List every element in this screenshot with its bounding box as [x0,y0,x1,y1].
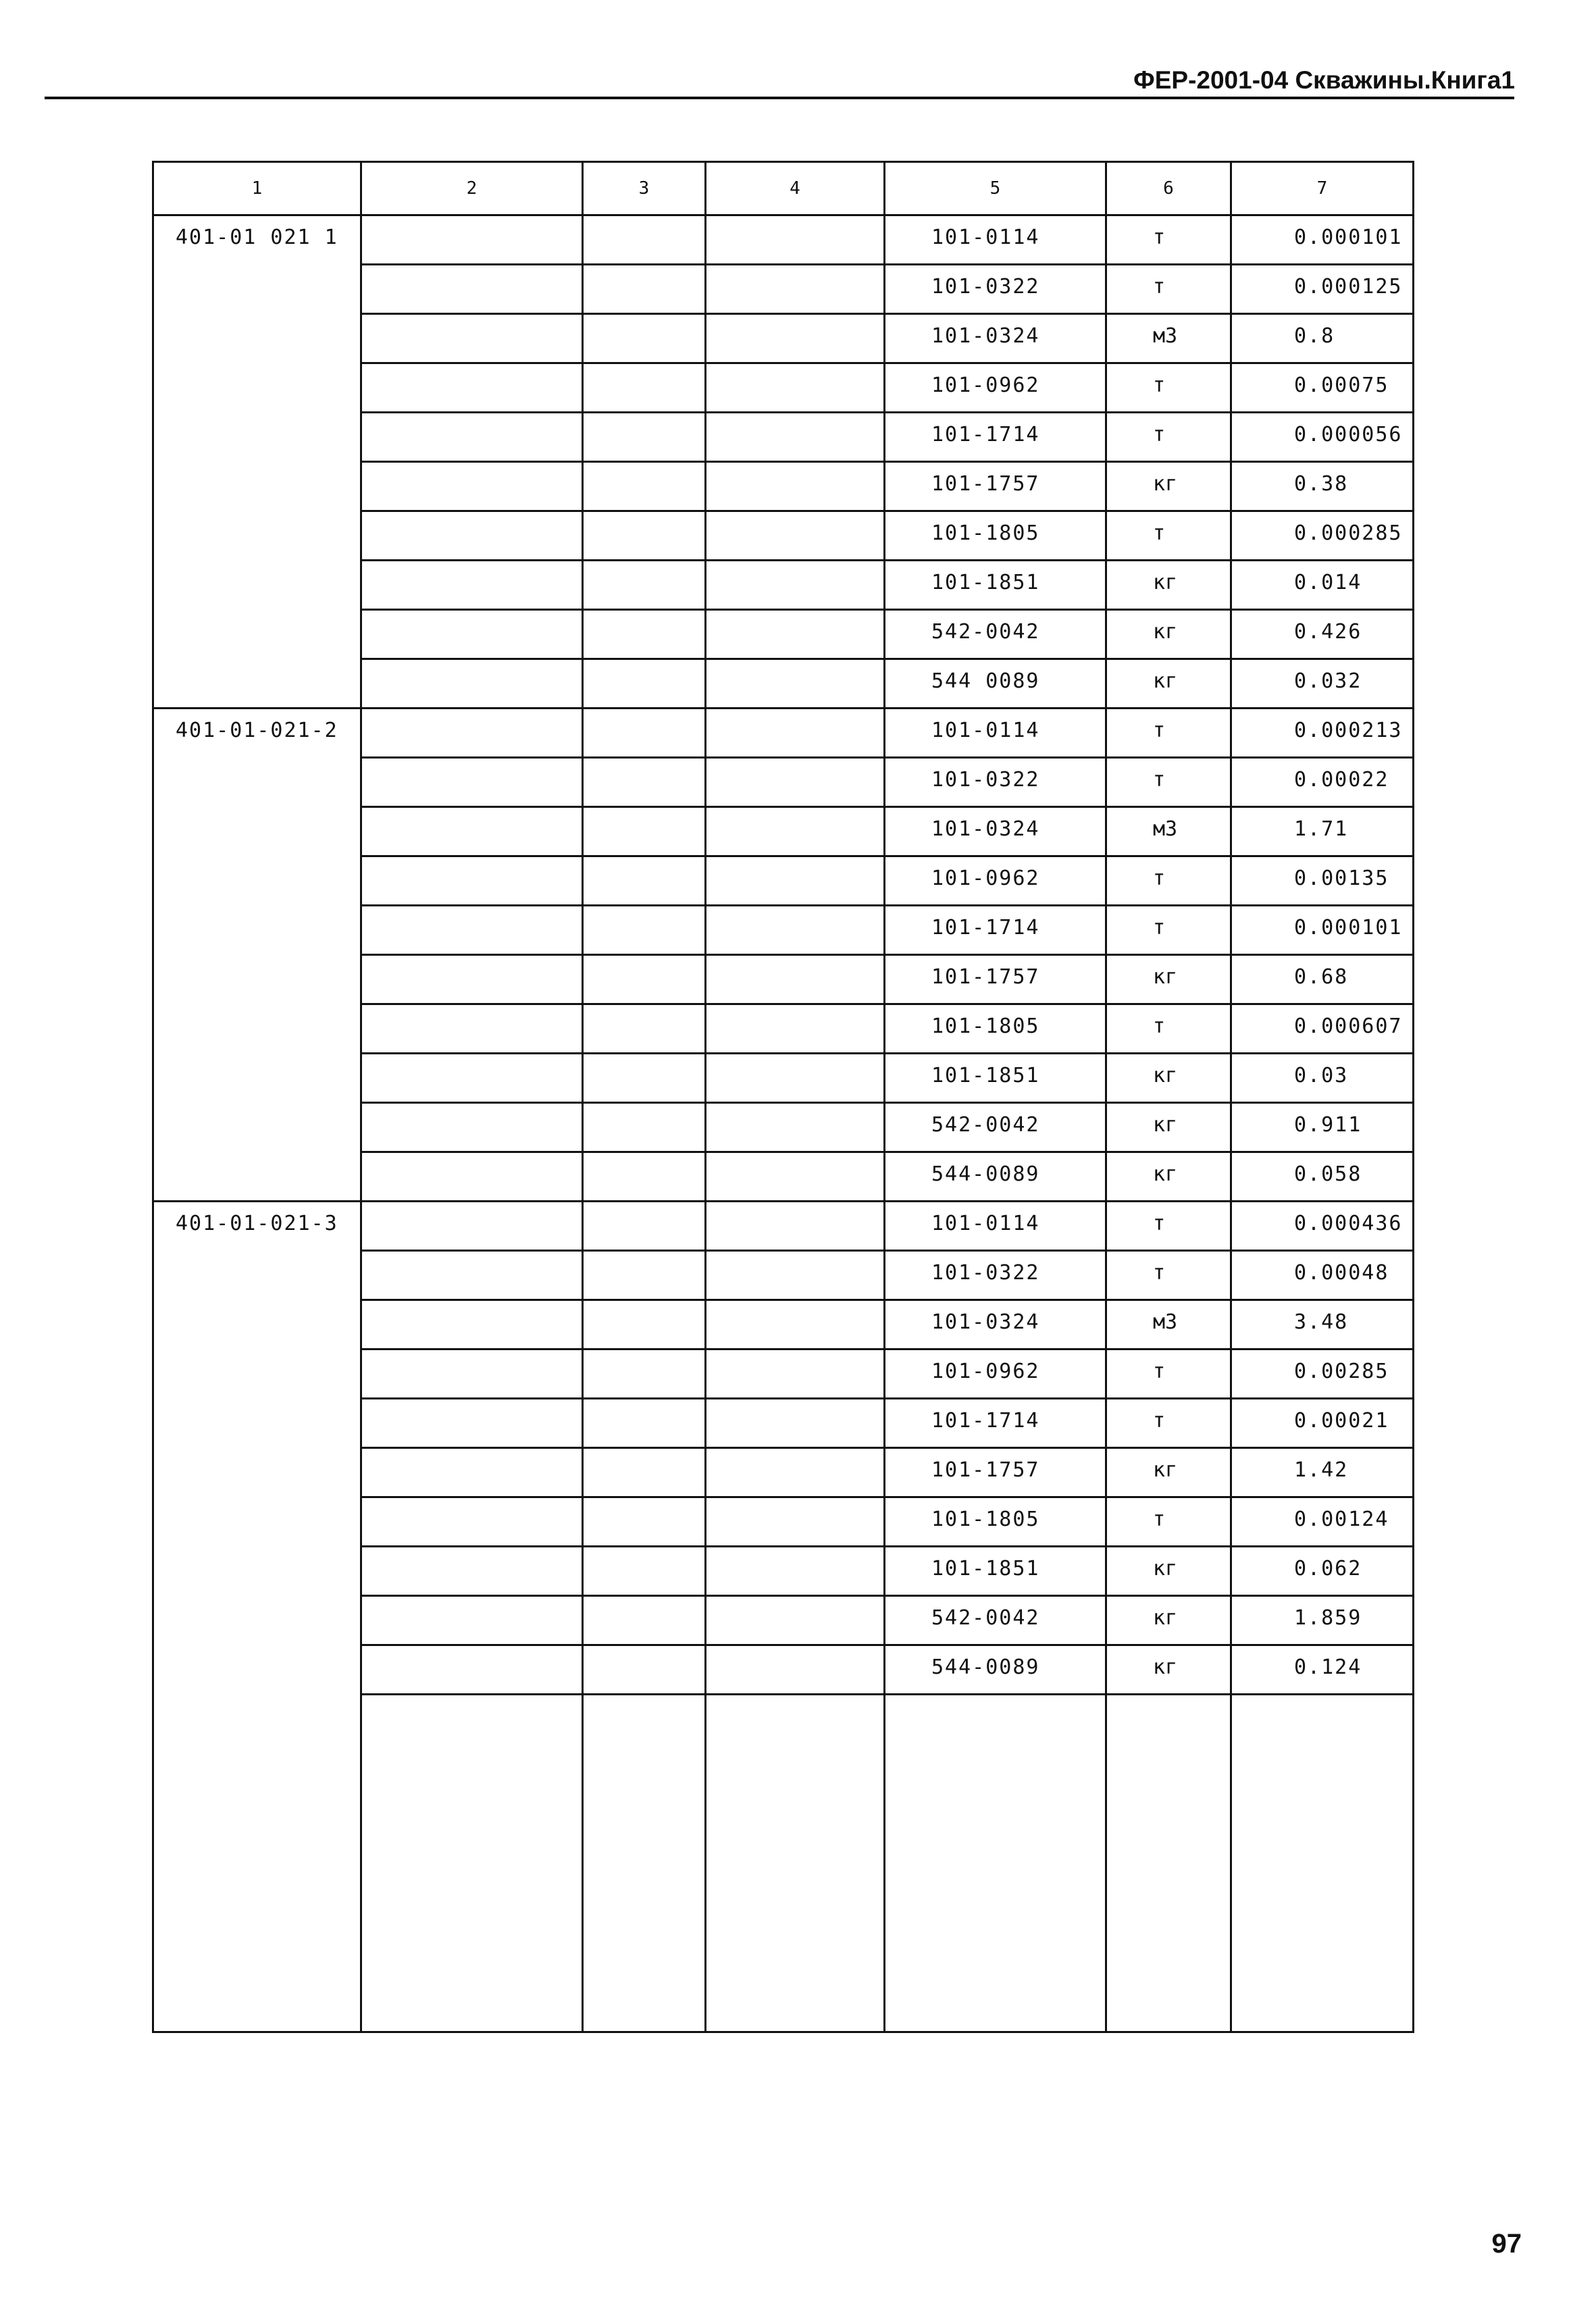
quantity-cell: 0.00075 [1231,363,1414,413]
empty-cell [361,1054,583,1103]
resource-code-cell: 101-1757 [885,955,1106,1004]
empty-cell [583,1251,706,1300]
resource-code-cell: 101-0322 [885,265,1106,314]
resource-code-cell: 101-1714 [885,413,1106,462]
empty-cell [361,363,583,413]
resource-code-cell: 544-0089 [885,1645,1106,1695]
empty-cell [361,1497,583,1547]
empty-cell [706,561,885,610]
empty-cell [361,1349,583,1399]
quantity-cell: 0.014 [1231,561,1414,610]
resource-code-cell: 101-0962 [885,1349,1106,1399]
empty-cell [361,1300,583,1349]
empty-cell [361,906,583,955]
quantity-cell: 0.00048 [1231,1251,1414,1300]
empty-cell [583,1349,706,1399]
resource-code-cell: 101-0324 [885,314,1106,363]
empty-cell [361,314,583,363]
empty-cell [583,1152,706,1202]
empty-cell [361,1103,583,1152]
quantity-cell: 0.000125 [1231,265,1414,314]
empty-cell [583,610,706,659]
empty-cell [361,265,583,314]
empty-cell [583,1202,706,1251]
empty-cell [583,709,706,758]
empty-cell [706,1399,885,1448]
empty-cell [361,1251,583,1300]
empty-cell [361,758,583,807]
unit-cell: т [1106,1004,1231,1054]
unit-cell: кг [1106,1054,1231,1103]
empty-cell [361,856,583,906]
empty-cell [706,314,885,363]
empty-cell [583,1547,706,1596]
empty-cell [1106,1695,1231,2032]
document-header-title: ФЕР-2001-04 Скважины.Книга1 [1133,66,1515,94]
empty-cell [361,1547,583,1596]
empty-cell [706,1103,885,1152]
empty-cell [885,1695,1106,2032]
resource-code-cell: 101-0114 [885,709,1106,758]
empty-cell [361,511,583,561]
empty-cell [583,1054,706,1103]
resource-code-cell: 101-1851 [885,1054,1106,1103]
empty-cell [583,265,706,314]
empty-cell [361,215,583,265]
table-row [153,215,1414,265]
resource-code-cell: 544-0089 [885,1152,1106,1202]
empty-cell [361,807,583,856]
empty-cell [361,1004,583,1054]
quantity-cell: 0.000101 [1231,906,1414,955]
empty-cell [583,1695,706,2032]
quantity-cell: 0.8 [1231,314,1414,363]
quantity-cell: 0.00022 [1231,758,1414,807]
resource-code-cell: 101-0114 [885,1202,1106,1251]
empty-cell [583,561,706,610]
empty-cell [706,807,885,856]
unit-cell: кг [1106,955,1231,1004]
unit-cell: т [1106,906,1231,955]
quantity-cell: 0.000101 [1231,215,1414,265]
empty-cell [706,215,885,265]
empty-cell [706,1300,885,1349]
quantity-cell: 0.03 [1231,1054,1414,1103]
unit-cell: кг [1106,1152,1231,1202]
column-header: 3 [583,162,706,215]
resource-code-cell: 101-0962 [885,856,1106,906]
unit-cell: т [1106,1202,1231,1251]
unit-cell: м3 [1106,1300,1231,1349]
empty-cell [706,1251,885,1300]
empty-cell [706,1645,885,1695]
unit-cell: т [1106,511,1231,561]
quantity-cell: 1.42 [1231,1448,1414,1497]
page-number: 97 [1491,2229,1522,2259]
empty-cell [706,413,885,462]
column-header: 1 [153,162,361,215]
column-header: 2 [361,162,583,215]
resource-code-cell: 101-1851 [885,561,1106,610]
unit-cell: кг [1106,1547,1231,1596]
quantity-cell: 0.058 [1231,1152,1414,1202]
column-header: 5 [885,162,1106,215]
unit-cell: т [1106,1399,1231,1448]
empty-cell [361,1399,583,1448]
rate-code-cell: 401-01 021 1 [153,215,361,709]
empty-cell [706,462,885,511]
empty-cell [706,1695,885,2032]
unit-cell: кг [1106,1645,1231,1695]
resource-code-cell: 101-1757 [885,1448,1106,1497]
empty-cell [583,1645,706,1695]
unit-cell: кг [1106,561,1231,610]
unit-cell: кг [1106,610,1231,659]
empty-cell [583,1596,706,1645]
quantity-cell: 0.000436 [1231,1202,1414,1251]
resource-code-cell: 101-1714 [885,906,1106,955]
quantity-cell: 0.000285 [1231,511,1414,561]
header-rule [45,97,1514,99]
unit-cell: т [1106,758,1231,807]
resource-code-cell: 101-1805 [885,511,1106,561]
empty-cell [583,758,706,807]
empty-cell [706,906,885,955]
resource-code-cell: 101-1714 [885,1399,1106,1448]
empty-cell [583,1103,706,1152]
empty-cell [583,1497,706,1547]
unit-cell: кг [1106,1448,1231,1497]
resource-code-cell: 101-0114 [885,215,1106,265]
empty-cell [583,363,706,413]
empty-cell [583,215,706,265]
empty-cell [706,1547,885,1596]
empty-cell [706,610,885,659]
resource-code-cell: 101-1851 [885,1547,1106,1596]
column-header-row [153,162,1414,215]
quantity-cell: 0.000607 [1231,1004,1414,1054]
unit-cell: м3 [1106,314,1231,363]
empty-cell [583,955,706,1004]
empty-cell [583,462,706,511]
unit-cell: кг [1106,659,1231,709]
empty-cell [361,462,583,511]
quantity-cell: 1.71 [1231,807,1414,856]
resource-code-cell: 101-1805 [885,1004,1106,1054]
quantity-cell: 0.00021 [1231,1399,1414,1448]
empty-cell [583,413,706,462]
empty-cell [706,955,885,1004]
unit-cell: т [1106,1349,1231,1399]
quantity-cell: 0.38 [1231,462,1414,511]
column-header: 6 [1106,162,1231,215]
table-row [153,709,1414,758]
resource-code-cell: 101-0322 [885,758,1106,807]
empty-cell [706,856,885,906]
empty-cell [706,1349,885,1399]
resource-code-cell: 101-0962 [885,363,1106,413]
empty-cell [583,807,706,856]
empty-cell [583,314,706,363]
quantity-cell: 3.48 [1231,1300,1414,1349]
empty-cell [583,511,706,561]
unit-cell: кг [1106,1103,1231,1152]
resource-code-cell: 542-0042 [885,1596,1106,1645]
unit-cell: т [1106,215,1231,265]
empty-cell [361,659,583,709]
unit-cell: т [1106,413,1231,462]
quantity-cell: 0.426 [1231,610,1414,659]
resource-code-cell: 101-0324 [885,807,1106,856]
resource-code-cell: 542-0042 [885,610,1106,659]
unit-cell: т [1106,363,1231,413]
quantity-cell: 1.859 [1231,1596,1414,1645]
empty-cell [1231,1695,1414,2032]
quantity-cell: 0.68 [1231,955,1414,1004]
resource-table [152,161,1414,2033]
quantity-cell: 0.032 [1231,659,1414,709]
empty-cell [706,1004,885,1054]
empty-cell [361,1448,583,1497]
empty-cell [583,1300,706,1349]
table-row [153,1202,1414,1251]
empty-cell [706,1054,885,1103]
quantity-cell: 0.00124 [1231,1497,1414,1547]
empty-cell [361,413,583,462]
quantity-cell: 0.062 [1231,1547,1414,1596]
resource-code-cell: 542-0042 [885,1103,1106,1152]
unit-cell: т [1106,1497,1231,1547]
empty-cell [706,1497,885,1547]
empty-cell [361,561,583,610]
resource-code-cell: 101-1757 [885,462,1106,511]
unit-cell: м3 [1106,807,1231,856]
empty-cell [706,1202,885,1251]
empty-cell [706,709,885,758]
empty-cell [361,1596,583,1645]
empty-cell [583,856,706,906]
rate-code-cell: 401-01-021-3 [153,1202,361,2032]
empty-cell [706,1152,885,1202]
empty-cell [583,1004,706,1054]
unit-cell: кг [1106,1596,1231,1645]
empty-cell [583,1399,706,1448]
empty-cell [361,610,583,659]
resource-code-cell: 101-0324 [885,1300,1106,1349]
empty-cell [361,1202,583,1251]
resource-code-cell: 544 0089 [885,659,1106,709]
unit-cell: т [1106,856,1231,906]
column-header: 4 [706,162,885,215]
empty-cell [583,906,706,955]
column-header: 7 [1231,162,1414,215]
quantity-cell: 0.911 [1231,1103,1414,1152]
empty-cell [361,1695,583,2032]
unit-cell: т [1106,709,1231,758]
empty-cell [706,265,885,314]
empty-cell [583,1448,706,1497]
quantity-cell: 0.00285 [1231,1349,1414,1399]
resource-code-cell: 101-1805 [885,1497,1106,1547]
empty-cell [706,659,885,709]
empty-cell [583,659,706,709]
empty-cell [706,1448,885,1497]
empty-cell [361,1645,583,1695]
unit-cell: т [1106,1251,1231,1300]
quantity-cell: 0.000056 [1231,413,1414,462]
empty-cell [361,955,583,1004]
quantity-cell: 0.124 [1231,1645,1414,1695]
empty-cell [361,709,583,758]
unit-cell: кг [1106,462,1231,511]
empty-cell [706,1596,885,1645]
quantity-cell: 0.00135 [1231,856,1414,906]
unit-cell: т [1106,265,1231,314]
empty-cell [361,1152,583,1202]
quantity-cell: 0.000213 [1231,709,1414,758]
rate-code-cell: 401-01-021-2 [153,709,361,1202]
resource-code-cell: 101-0322 [885,1251,1106,1300]
empty-cell [706,363,885,413]
table-body [153,215,1414,2032]
empty-cell [706,511,885,561]
empty-cell [706,758,885,807]
